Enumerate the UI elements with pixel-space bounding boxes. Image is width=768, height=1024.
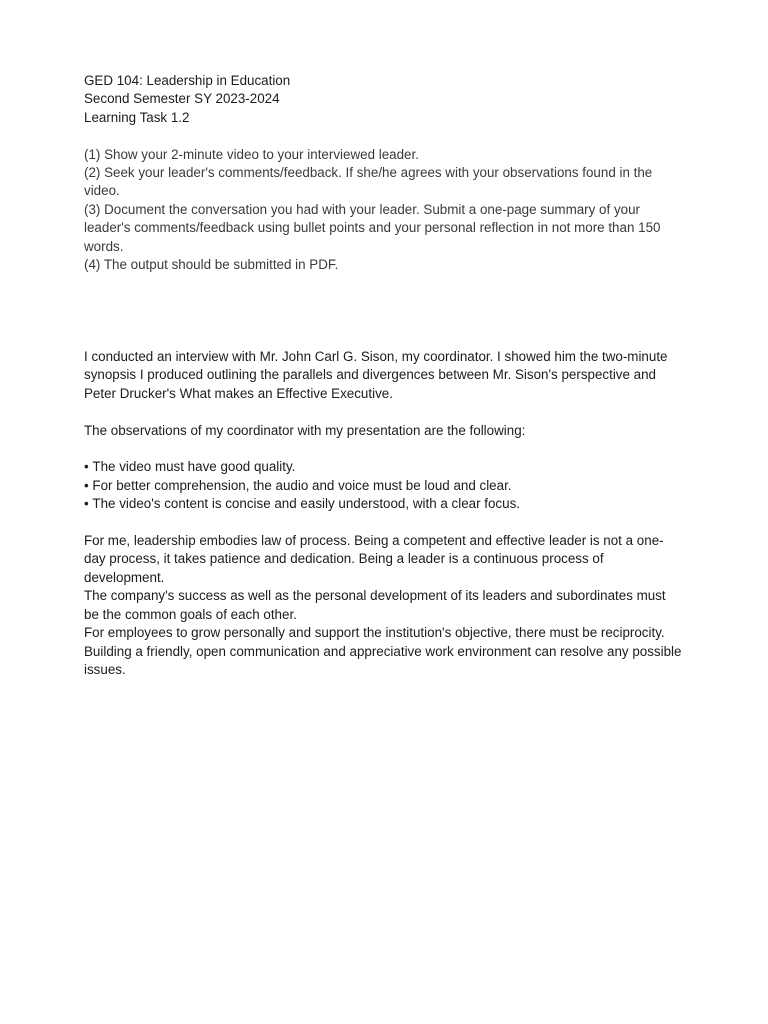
reflection-paragraph: For me, leadership embodies law of process. Being a competent and effective leader is not a one-day process, it takes patience and dedication. Being a leader is a continuous process of development.	[84, 533, 664, 585]
observations-list	[84, 458, 684, 513]
reflection-paragraph: The company's success as well as the personal development of its leaders and subordinates must be the common goals of each other.	[84, 588, 666, 622]
instruction-item: (1) Show your 2-minute video to your interviewed leader.	[84, 146, 419, 162]
reflection-paragraph: For employees to grow personally and support the institution's objective, there must be reciprocity.	[84, 625, 665, 641]
reflection-section	[84, 532, 684, 679]
observation-item: • For better comprehension, the audio and voice must be loud and clear.	[84, 477, 684, 495]
course-title: GED 104: Leadership in Education	[84, 73, 291, 88]
instruction-item: (2) Seek your leader's comments/feedback. If she/he agrees with your observations found in the video.	[84, 165, 653, 199]
document-header	[84, 72, 684, 127]
instruction-item: (4) The output should be submitted in PDF.	[84, 257, 339, 273]
instruction-item: (3) Document the conversation you had with your leader. Submit a one-page summary of your leader's comments/feedback using bullet points and your personal reflection in not more than 150 words.	[84, 201, 661, 254]
observation-item: • The video's content is concise and easily understood, with a clear focus.	[84, 495, 684, 513]
document-page	[84, 72, 684, 679]
task-title: Learning Task 1.2	[84, 109, 190, 125]
reflection-paragraph: Building a friendly, open communication and appreciative work environment can resolve any possible issues.	[84, 643, 682, 677]
observations-lead: The observations of my coordinator with my presentation are the following:	[84, 422, 526, 438]
intro-paragraph: I conducted an interview with Mr. John Carl G. Sison, my coordinator. I showed him the two-minute synopsis I produced outlining the parallels and divergences between Mr. Sison's perspective and Peter Drucker's What makes an Effective Executive.	[84, 349, 668, 401]
observation-item: • The video must have good quality.	[84, 458, 684, 476]
instructions-list	[84, 146, 684, 275]
semester-line: Second Semester SY 2023-2024	[84, 91, 280, 107]
